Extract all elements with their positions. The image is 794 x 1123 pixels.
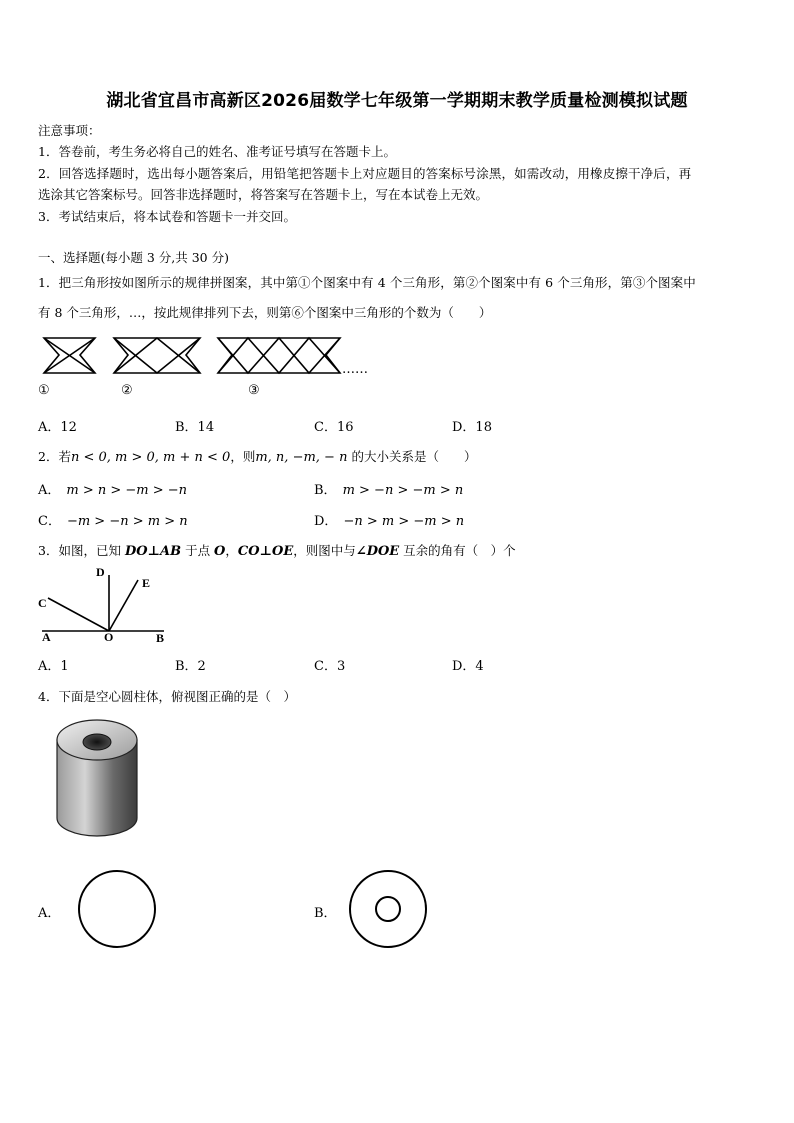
option-expression: −n > m > −m > n (343, 514, 465, 529)
point-e-label: E (142, 576, 151, 590)
notice-item: 3．考试结束后，将本试卷和答题卡一并交回。 (38, 209, 296, 224)
option-c[interactable]: C．16 (314, 420, 354, 435)
point-d-label: D (96, 565, 105, 579)
option-c[interactable]: C．3 (314, 659, 346, 674)
option-expression: m > n > −m > −n (66, 483, 188, 498)
question-2-mid: ，则 (230, 449, 256, 464)
question-3-text: ， (225, 543, 238, 558)
question-2-vars: m, n, −m, − n (255, 450, 348, 465)
option-a[interactable]: A． (38, 906, 61, 921)
option-letter: A． (38, 483, 61, 498)
question-2-prefix: 2．若 (38, 449, 71, 464)
option-b[interactable]: B．14 (175, 420, 215, 435)
figure-label: ② (121, 383, 133, 398)
question-3-relation: CO⊥OE (237, 544, 294, 559)
option-a[interactable]: A．12 (38, 420, 77, 435)
option-letter: D． (314, 514, 338, 529)
option-d[interactable]: D．4 (452, 659, 484, 674)
question-2-suffix: 的大小关系是（ ） (347, 449, 477, 464)
option-letter: C． (38, 514, 61, 529)
figure-label: ③ (248, 383, 260, 398)
question-3-text: 3．如图，已知 (38, 543, 125, 558)
question-2-condition: n < 0, m > 0, m + n < 0 (70, 450, 231, 465)
notice-item: 1．答卷前，考生务必将自己的姓名、准考证号填写在答题卡上。 (38, 144, 396, 159)
question-3-point: O (214, 544, 226, 559)
question-1-line2: 有 8 个三角形，…，按此规律排列下去，则第⑥个图案中三角形的个数为（ ） (38, 305, 492, 320)
point-b-label: B (156, 631, 165, 645)
point-c-label: C (38, 596, 47, 610)
option-a[interactable]: A．1 (38, 659, 69, 674)
option-expression: m > −n > −m > n (342, 483, 464, 498)
question-3-relation: DO⊥AB (124, 544, 182, 559)
point-o-label: O (104, 630, 114, 644)
point-a-label: A (42, 630, 51, 644)
question-3-text: 互余的角有（ ）个 (399, 543, 516, 558)
notice-item: 2．回答选择题时，选出每小题答案后，用铅笔把答题卡上对应题目的答案标号涂黑，如需改动，用橡皮擦干净后，再 (38, 166, 692, 181)
figure-label: ① (38, 383, 50, 398)
notice-heading: 注意事项： (38, 123, 101, 138)
option-letter: B． (314, 483, 337, 498)
question-4: 4．下面是空心圆柱体，俯视图正确的是（ ） (38, 689, 296, 704)
question-3-angle: ∠DOE (355, 544, 400, 559)
option-b[interactable]: B． (314, 906, 337, 921)
option-b[interactable]: B．2 (175, 659, 206, 674)
question-1-line1: 1．把三角形按如图所示的规律拼图案，其中第①个图案中有 4 个三角形，第②个图案中有 6 个三角形，第③个图案中 (38, 275, 696, 290)
section-heading: 一、选择题(每小题 3 分,共 30 分) (38, 250, 229, 265)
question-3-text: ，则图中与 (293, 543, 356, 558)
page-title: 湖北省宜昌市高新区2026届数学七年级第一学期期末教学质量检测模拟试题 (106, 91, 688, 111)
option-d[interactable]: D．18 (452, 420, 492, 435)
question-3-text: 于点 (181, 543, 215, 558)
option-expression: −m > −n > m > n (66, 514, 188, 529)
notice-item: 选涂其它答案标号。回答非选择题时，将答案写在答题卡上，写在本试卷上无效。 (38, 187, 489, 202)
pattern-ellipsis: …… (342, 362, 368, 377)
